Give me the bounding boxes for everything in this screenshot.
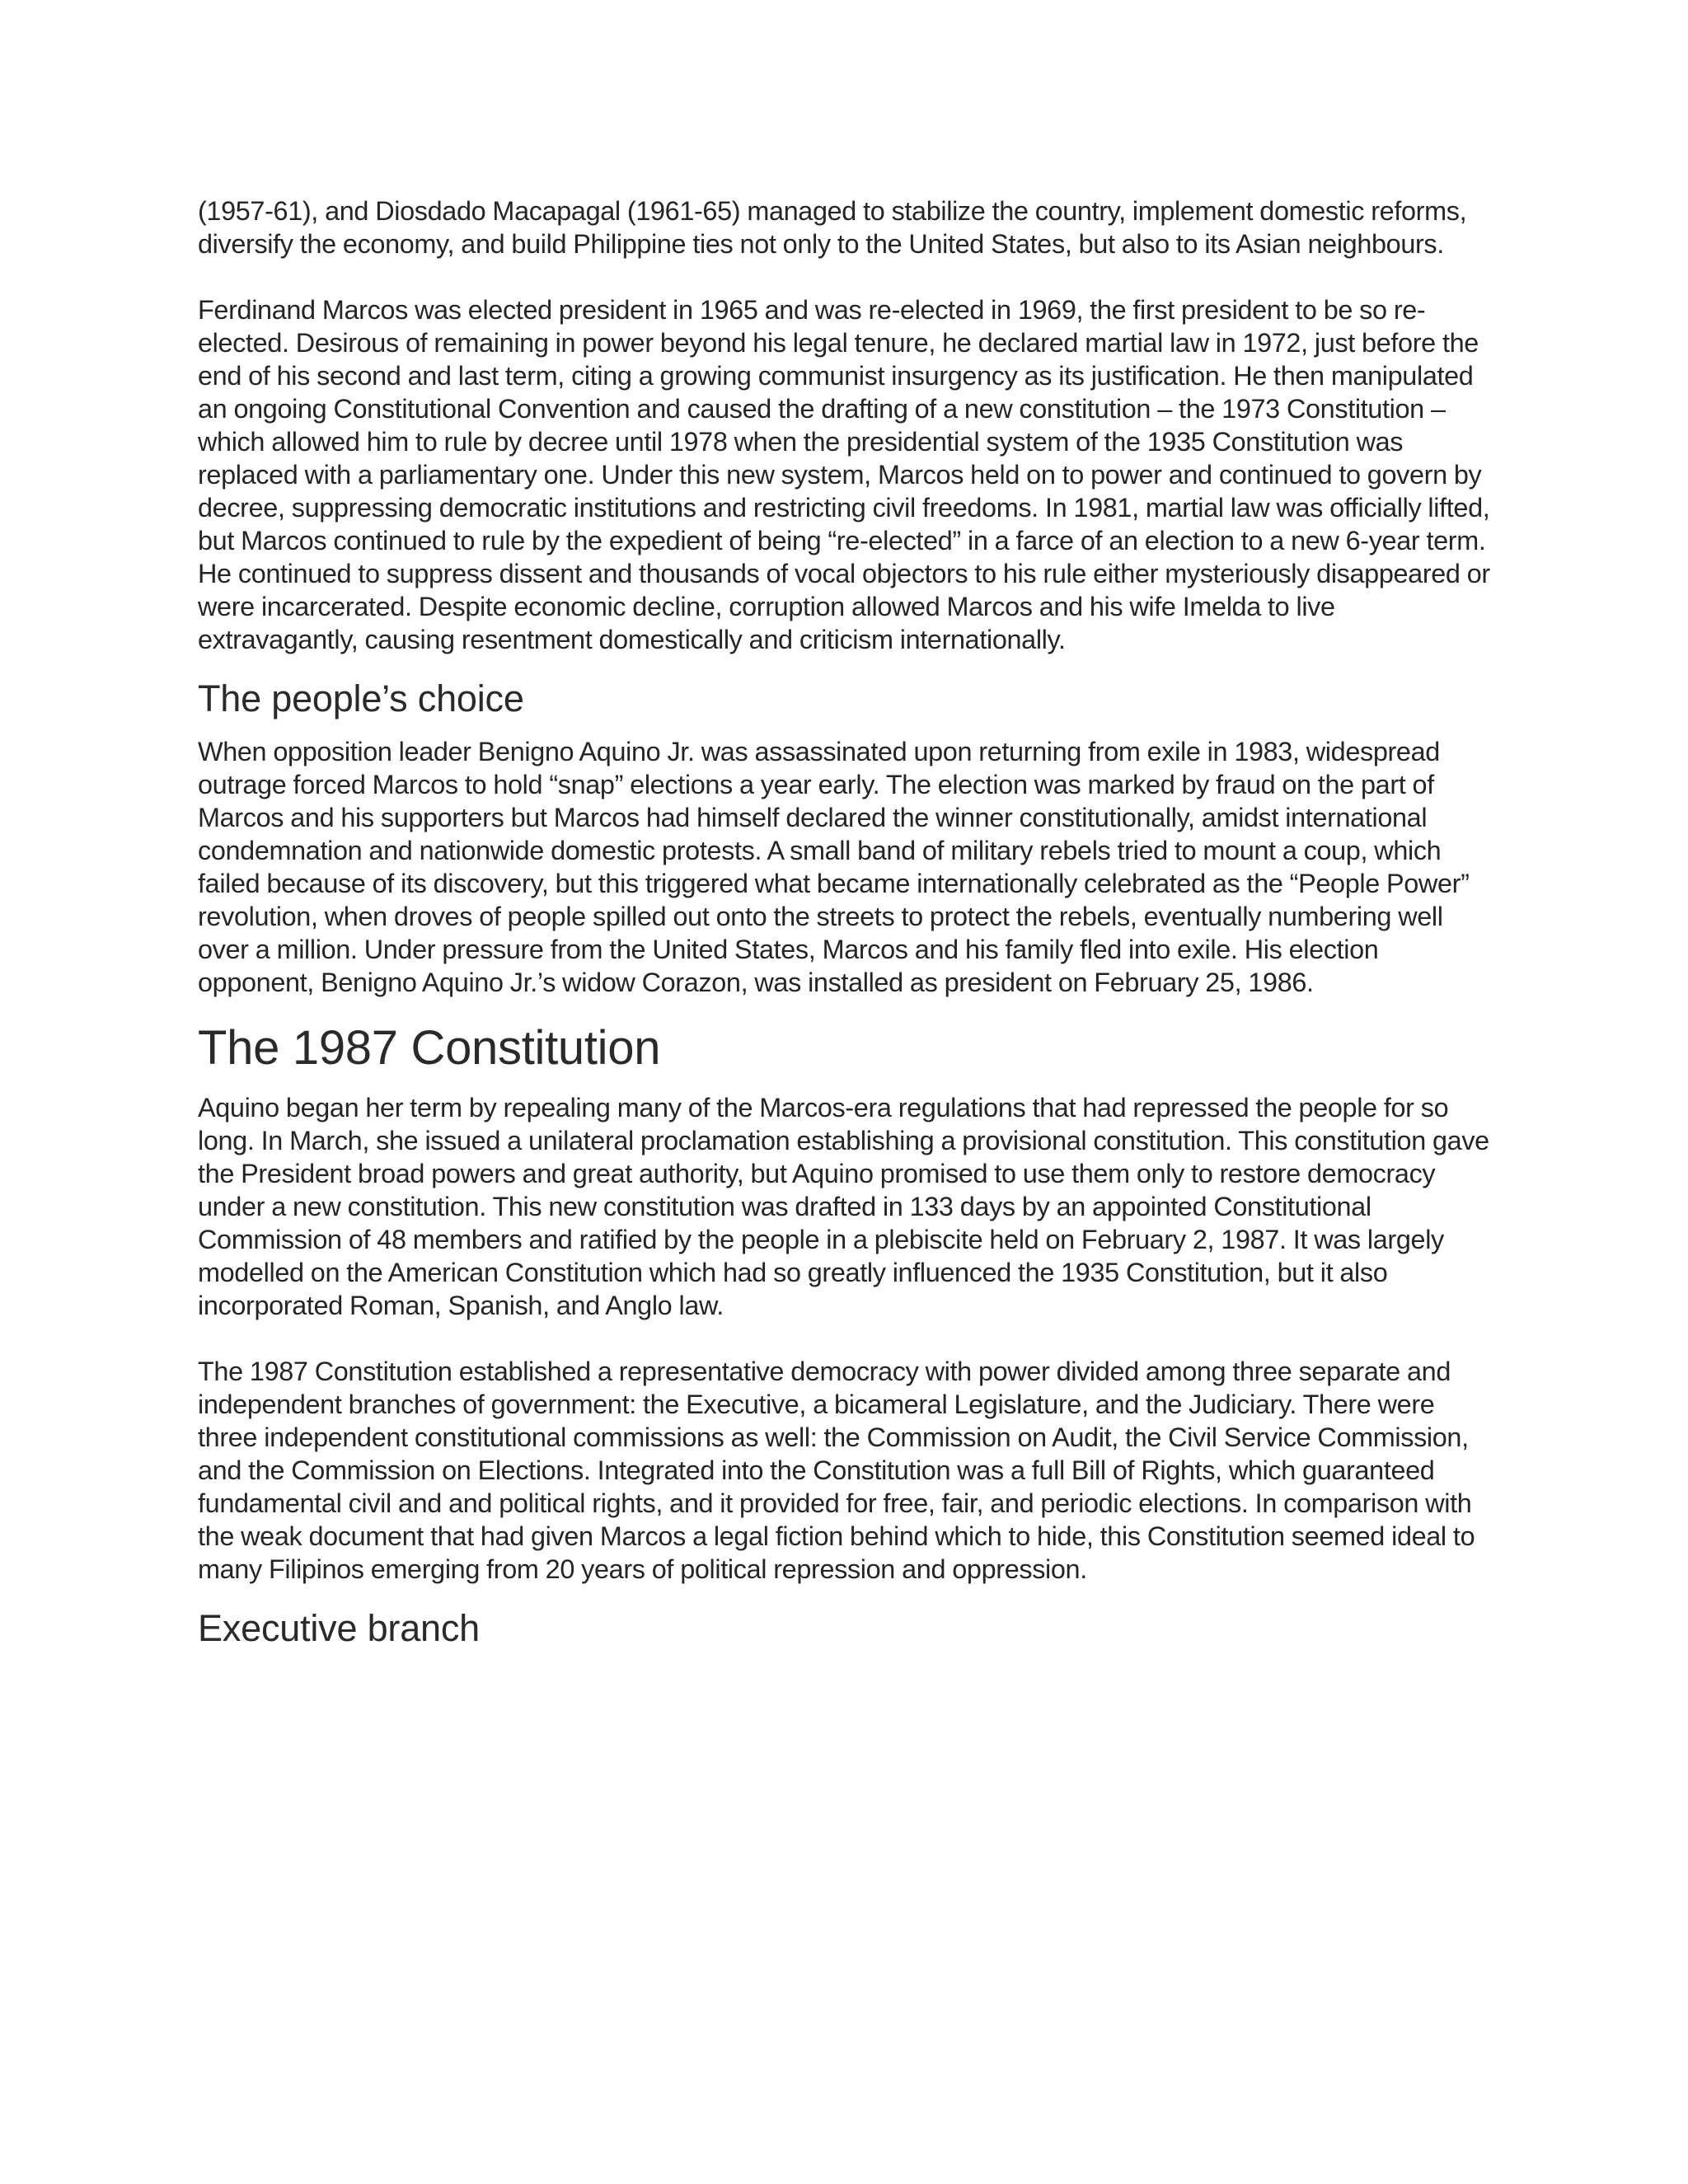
heading-peoples-choice: The people’s choice (198, 677, 524, 719)
paragraph-representative-democracy: The 1987 Constitution established a representative democracy with power divided among three separate and independent branches of government: the Executive, a bicameral Legislature, and the Judiciary. There were three independent constitutional commissions as well: the Commission on Audit, the Civil Service Commission, and the Commission on Elections. Integrated into the Constitution was a full Bill of Rights, which guaranteed fundamental civil and and political rights, and it provided for free, fair, and periodic elections. In comparison with the weak document that had given Marcos a legal fiction behind which to hide, this Constitution seemed ideal to many Filipinos emerging from 20 years of political repression and oppression. (198, 1357, 1475, 1584)
paragraph-people-power: When opposition leader Benigno Aquino Jr. was assassinated upon returning from exile in 1983, widespread outrage forced Marcos to hold “snap” elections a year early. The election was marked by fraud on the part of Marcos and his supporters but Marcos had himself declared the winner constitutionally, amidst international condemnation and nationwide domestic protests. A small band of military rebels tried to mount a coup, which failed because of its discovery, but this triggered what became internationally celebrated as the “People Power” revolution, when droves of people spilled out onto the streets to protect the rebels, eventually numbering well over a million. Under pressure from the United States, Marcos and his family fled into exile. His election opponent, Benigno Aquino Jr.’s widow Corazon, was installed as president on February 25, 1986. (198, 737, 1470, 997)
paragraph-aquino-term: Aquino began her term by repealing many of the Marcos-era regulations that had repressed the people for so long. In March, she issued a unilateral proclamation establishing a provisional constitution. This constitution gave the President broad powers and great authority, but Aquino promised to use them only to restore democracy under a new constitution. This new constitution was drafted in 133 days by an appointed Constitutional Commission of 48 members and ratified by the people in a plebiscite held on February 2, 1987. It was largely modelled on the American Constitution which had so greatly influenced the 1935 Constitution, but it also incorporated Roman, Spanish, and Anglo law. (198, 1093, 1489, 1320)
paragraph-stabilization: (1957-61), and Diosdado Macapagal (1961-65) managed to stabilize the country, implement domestic reforms, diversify the economy, and build Philippine ties not only to the United States, but also to its Asian neighbours. (198, 196, 1467, 259)
paragraph-marcos-martial-law: Ferdinand Marcos was elected president in 1965 and was re-elected in 1969, the first president to be so re-elected. Desirous of remaining in power beyond his legal tenure, he declared martial law in 1972, just before the end of his second and last term, citing a growing communist insurgency as its justification. He then manipulated an ongoing Constitutional Convention and caused the drafting of a new constitution – the 1973 Constitution – which allowed him to rule by decree until 1978 when the presidential system of the 1935 Constitution was replaced with a parliamentary one. Under this new system, Marcos held on to power and continued to govern by decree, suppressing democratic institutions and restricting civil freedoms. In 1981, martial law was officially lifted, but Marcos continued to rule by the expedient of being “re-elected” in a farce of an election to a new 6-year term. He continued to suppress dissent and thousands of vocal objectors to his rule either mysteriously disappeared or were incarcerated. Despite economic decline, corruption allowed Marcos and his wife Imelda to live extravagantly, causing resentment domestically and criticism internationally. (198, 295, 1490, 654)
document-page (198, 194, 1497, 1652)
heading-1987-constitution: The 1987 Constitution (198, 1021, 661, 1075)
heading-executive-branch: Executive branch (198, 1607, 480, 1649)
